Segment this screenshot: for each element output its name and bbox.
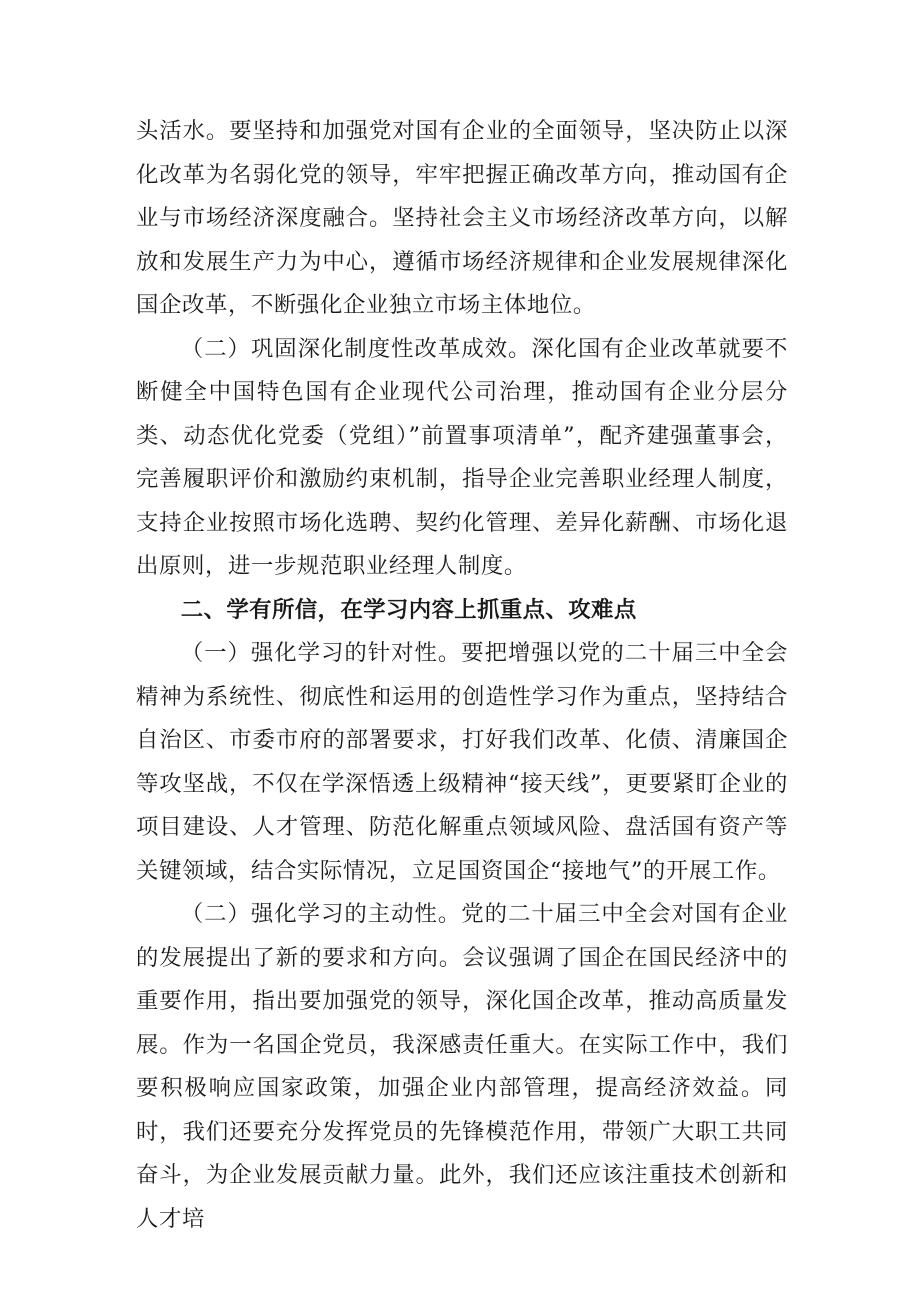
paragraph-consolidate-reform: （二）巩固深化制度性改革成效。深化国有企业改革就要不断健全中国特色国有企业现代公司治理，推动国有企业分层分类、动态优化党委（党组）”前置事项清单”，配齐建强董事会，完善履职评价和激励约束机制，指导企业完善职业经理人制度，支持企业按照市场化选聘、契约化管理、差异化薪酬、市场化退出原则，进一步规范职业经理人制度。 — [136, 335, 788, 579]
section-heading-2: 二、学有所信，在学习内容上抓重点、攻难点 — [180, 596, 637, 623]
paragraph-targeted-learning: （一）强化学习的针对性。要把增强以党的二十届三中全会精神为系统性、彻底性和运用的创造性学习作为重点，坚持结合自治区、市委市府的部署要求，打好我们改革、化债、清廉国企等攻坚战，不仅在学深悟透上级精神“接天线”，更要紧盯企业的项目建设、人才管理、防范化解重点领域风险、盘活国有资产等关键领域，结合实际情况，立足国资国企“接地气”的开展工作。 — [136, 640, 788, 884]
paragraph-continued: 头活水。要坚持和加强党对国有企业的全面领导，坚决防止以深化改革为名弱化党的领导，牢牢把握正确改革方向，推动国有企业与市场经济深度融合。坚持社会主义市场经济改革方向，以解放和发展生产力为中心，遵循市场经济规律和企业发展规律深化国企改革，不断强化企业独立市场主体地位。 — [136, 118, 788, 318]
paragraph-proactive-learning: （二）强化学习的主动性。党的二十届三中全会对国有企业的发展提出了新的要求和方向。会议强调了国企在国民经济中的重要作用，指出要加强党的领导，深化国企改革，推动高质量发展。作为一名国企党员，我深感责任重大。在实际工作中，我们要积极响应国家政策，加强企业内部管理，提高经济效益。同时，我们还要充分发挥党员的先锋模范作用，带领广大职工共同奋斗，为企业发展贡献力量。此外，我们还应该注重技术创新和人才培 — [136, 901, 788, 1232]
document-body — [136, 110, 788, 1241]
